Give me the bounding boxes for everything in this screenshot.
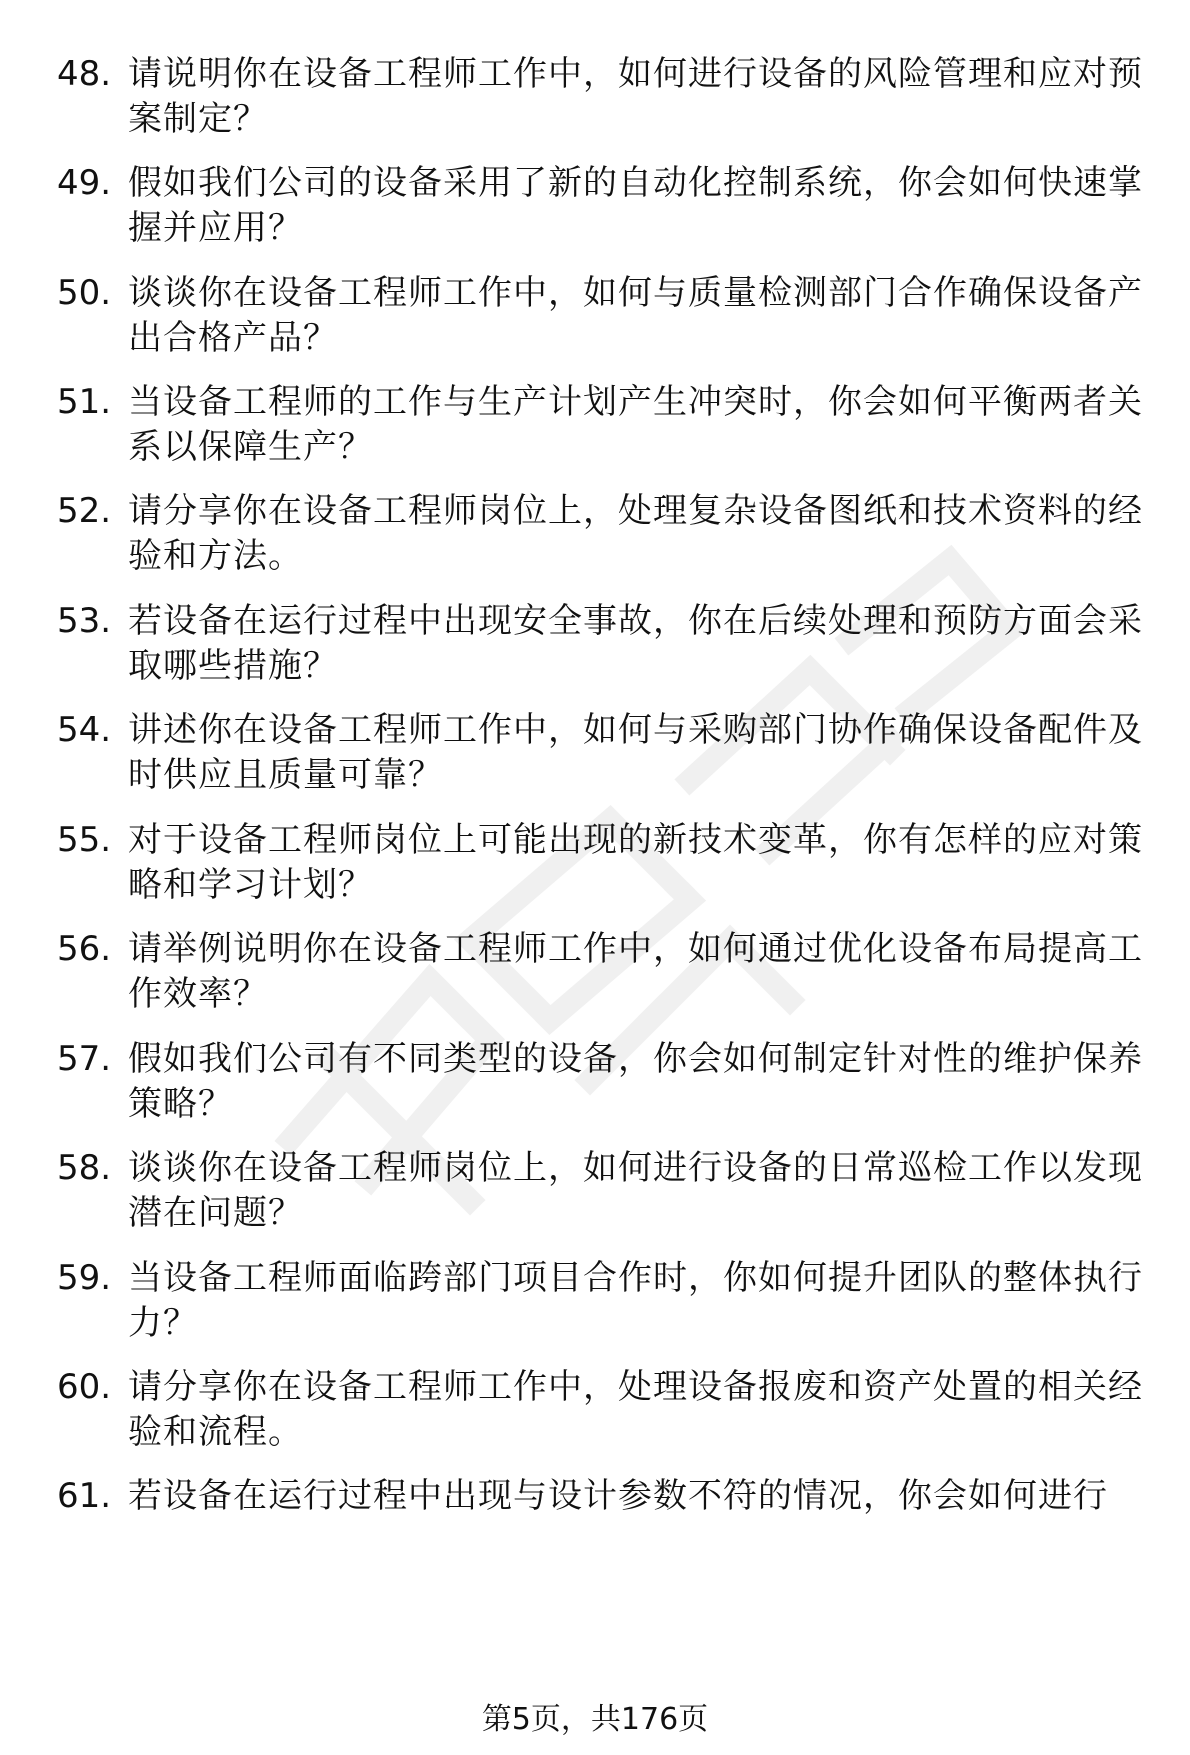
page-footer [0, 1700, 1190, 1740]
question-item-48 [0, 52, 1190, 162]
question-number: 51. [57, 382, 112, 422]
question-number: 49. [57, 163, 112, 203]
question-number: 58. [57, 1148, 112, 1188]
question-item-56 [0, 927, 1190, 1037]
question-text: 对于设备工程师岗位上可能出现的新技术变革，你有怎样的应对策略和学习计划？ [128, 820, 1143, 905]
question-number: 50. [57, 273, 112, 313]
question-item-57 [0, 1037, 1190, 1147]
question-text: 请说明你在设备工程师工作中，如何进行设备的风险管理和应对预案制定？ [128, 54, 1143, 139]
question-text: 假如我们公司有不同类型的设备，你会如何制定针对性的维护保养策略？ [128, 1039, 1143, 1124]
question-text: 请分享你在设备工程师岗位上，处理复杂设备图纸和技术资料的经验和方法。 [128, 491, 1143, 576]
question-number: 52. [57, 491, 112, 531]
page-number-label: 第5页，共176页 [481, 1702, 709, 1737]
question-item-53 [0, 599, 1190, 709]
question-number: 53. [57, 601, 112, 641]
question-number: 57. [57, 1039, 112, 1079]
question-text: 谈谈你在设备工程师工作中，如何与质量检测部门合作确保设备产出合格产品？ [128, 273, 1143, 358]
question-text: 请分享你在设备工程师工作中，处理设备报废和资产处置的相关经验和流程。 [128, 1367, 1143, 1452]
question-item-55 [0, 818, 1190, 928]
question-item-60 [0, 1365, 1190, 1475]
question-item-50 [0, 271, 1190, 381]
question-number: 59. [57, 1258, 112, 1298]
question-text: 当设备工程师面临跨部门项目合作时，你如何提升团队的整体执行力？ [128, 1258, 1143, 1343]
question-number: 56. [57, 929, 112, 969]
question-item-51 [0, 380, 1190, 490]
question-item-59 [0, 1256, 1190, 1366]
question-number: 48. [57, 54, 112, 94]
question-number: 55. [57, 820, 112, 860]
question-text: 请举例说明你在设备工程师工作中，如何通过优化设备布局提高工作效率？ [128, 929, 1143, 1014]
question-text: 谈谈你在设备工程师岗位上，如何进行设备的日常巡检工作以发现潜在问题？ [128, 1148, 1143, 1233]
question-item-61 [0, 1474, 1190, 1524]
question-item-49 [0, 161, 1190, 271]
question-text: 若设备在运行过程中出现安全事故，你在后续处理和预防方面会采取哪些措施？ [128, 601, 1143, 686]
question-text: 当设备工程师的工作与生产计划产生冲突时，你会如何平衡两者关系以保障生产？ [128, 382, 1143, 467]
question-text: 讲述你在设备工程师工作中，如何与采购部门协作确保设备配件及时供应且质量可靠？ [128, 710, 1143, 795]
question-item-58 [0, 1146, 1190, 1256]
question-number: 61. [57, 1476, 112, 1516]
question-text: 假如我们公司的设备采用了新的自动化控制系统，你会如何快速掌握并应用？ [128, 163, 1143, 248]
question-text: 若设备在运行过程中出现与设计参数不符的情况，你会如何进行 [128, 1476, 1108, 1516]
question-item-52 [0, 489, 1190, 599]
question-number: 54. [57, 710, 112, 750]
question-number: 60. [57, 1367, 112, 1407]
question-item-54 [0, 708, 1190, 818]
